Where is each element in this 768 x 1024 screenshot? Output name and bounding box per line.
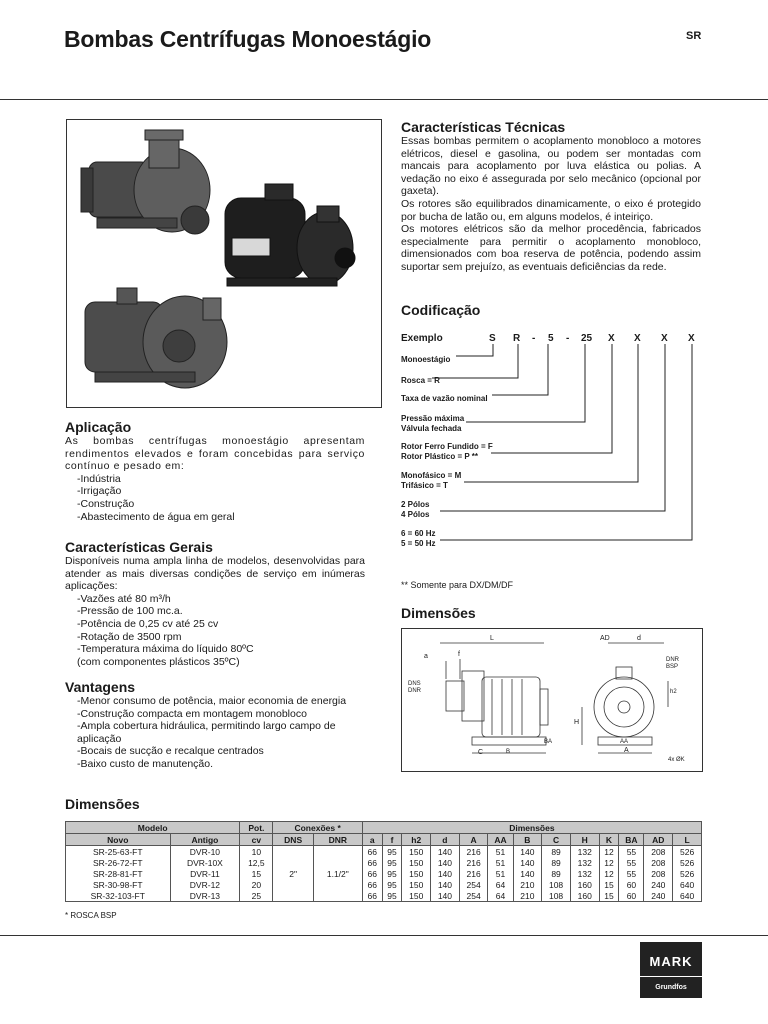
table-cell: 150 <box>402 857 431 868</box>
table-cell: 64 <box>488 890 513 902</box>
header-dimensoes: Dimensões <box>362 822 701 834</box>
table-cell: 55 <box>619 846 644 858</box>
dim-label-dnr-bsp-1: DNR <box>666 657 679 663</box>
logo-sub: Grundfos <box>655 984 687 991</box>
table-cell: 240 <box>644 879 673 890</box>
table-cell: 160 <box>570 879 599 890</box>
table-cell: 51 <box>488 857 513 868</box>
table-cell: 89 <box>542 868 571 879</box>
vantagens-list <box>65 695 365 771</box>
table-cell: 95 <box>382 857 402 868</box>
table-cell: 640 <box>673 890 702 902</box>
list-item: - Construção <box>65 498 365 511</box>
code-char-r: R <box>513 333 521 344</box>
column-header: DNR <box>313 834 362 846</box>
dim-label-AD: AD <box>600 635 610 642</box>
code-char-x4: X <box>688 333 695 344</box>
table-cell: 1.1/2" <box>313 846 362 902</box>
code-label-polos <box>401 500 429 519</box>
dim-label-H: H <box>574 719 580 726</box>
list-item: - Menor consumo de potência, maior economia de energia <box>65 695 365 708</box>
aplicacao-list <box>65 473 365 523</box>
table-body <box>66 846 702 902</box>
column-header: BA <box>619 834 644 846</box>
page-title: Bombas Centrífugas Monoestágio <box>64 26 432 52</box>
table-cell: DVR-10 <box>170 846 240 858</box>
table-cell: 66 <box>362 879 382 890</box>
table-cell: 108 <box>542 890 571 902</box>
table-cell: 12 <box>599 857 619 868</box>
tecnicas-p1: Essas bombas permitem o acoplamento monobloco a motores elétricos, diesel e gasolina, ou podem ser montadas com mancais para acoplamento por luva elástica ou polias. A vedação no eixo é assegurada por selo mecânico (opcional por gaxeta). <box>401 135 701 198</box>
table-cell: 95 <box>382 846 402 858</box>
column-header: DNS <box>273 834 313 846</box>
table-cell: 15 <box>599 890 619 902</box>
dim-label-dns: DNS <box>408 681 421 687</box>
code-char-s: S <box>489 333 496 344</box>
table-cell: 60 <box>619 890 644 902</box>
table-cell: SR-32-103-FT <box>66 890 171 902</box>
pumps-illustration <box>67 120 381 407</box>
code-label-polos-1: 2 Pólos <box>401 500 430 509</box>
table-cell: 208 <box>644 868 673 879</box>
aplicacao-title: Aplicação <box>65 419 132 435</box>
table-cell: 526 <box>673 846 702 858</box>
table-cell: DVR-11 <box>170 868 240 879</box>
gerais-text: Disponíveis numa ampla linha de modelos, desenvolvidas para atender as mais diversas condições de serviço em inúmeras aplicações: <box>65 555 365 593</box>
dim-label-a: a <box>424 653 428 660</box>
header-conexoes: Conexões * <box>273 822 362 834</box>
table-cell: 51 <box>488 868 513 879</box>
dim-label-dnr: DNR <box>408 688 421 694</box>
table-cell: DVR-13 <box>170 890 240 902</box>
table-cell: SR-28-81-FT <box>66 868 171 879</box>
table-cell: 216 <box>459 846 488 858</box>
table-note: * ROSCA BSP <box>65 911 117 920</box>
table-cell: 55 <box>619 857 644 868</box>
table-row <box>66 846 702 858</box>
gerais-note: (com componentes plásticos 35ºC) <box>77 655 240 668</box>
list-item: - Irrigação <box>65 485 365 498</box>
dim-label-K: 4x ØK <box>668 757 685 763</box>
code-label-freq-1: 6 = 60 Hz <box>401 529 436 538</box>
table-cell: 208 <box>644 857 673 868</box>
code-label-fase-2: Trifásico = T <box>401 480 448 490</box>
header-divider <box>0 99 768 100</box>
table-header-row-columns <box>66 834 702 846</box>
list-item: - Bocais de sucção e recalque centrados <box>65 745 365 758</box>
dimensoes-fig-title: Dimensões <box>401 605 476 621</box>
column-header: B <box>513 834 542 846</box>
table-cell: 140 <box>513 868 542 879</box>
table-cell: 140 <box>431 846 460 858</box>
code-label-monoestagio: Monoestágio <box>401 355 451 364</box>
code-label-pressao <box>401 414 464 433</box>
table-cell: 51 <box>488 846 513 858</box>
table-cell: 208 <box>644 846 673 858</box>
table-cell: SR-26-72-FT <box>66 857 171 868</box>
table-cell: 66 <box>362 857 382 868</box>
tecnicas-p3: Os motores elétricos são da melhor procedência, fabricados especialmente para permitir o acoplamento monobloco, dimensionados com boa reserva de potência, podendo assim suportar sem prejuízo, as eventuais deficiências da rede. <box>401 223 701 273</box>
tecnicas-p2: Os rotores são equilibrados dinamicamente, o eixo é protegido por bucha de latão ou, em alguns modelos, é inteiriço. <box>401 197 701 223</box>
table-cell: 20 <box>240 879 273 890</box>
aplicacao-text: As bombas centrífugas monoestágio apresentam rendimentos elevados e foram concebidas para serviço contínuo e pesado em: <box>65 435 365 473</box>
column-header: AD <box>644 834 673 846</box>
table-cell: 12,5 <box>240 857 273 868</box>
list-item: - Baixo custo de manutenção. <box>65 758 365 771</box>
table-cell: 15 <box>240 868 273 879</box>
table-cell: 150 <box>402 890 431 902</box>
list-item: - Temperatura máxima do líquido 80ºC <box>65 643 365 656</box>
table-cell: 140 <box>431 868 460 879</box>
table-row <box>66 868 702 879</box>
codificacao-title: Codificação <box>401 302 481 318</box>
code-label-fase-1: Monofásico = M <box>401 471 462 480</box>
table-cell: 150 <box>402 846 431 858</box>
column-header: K <box>599 834 619 846</box>
table-cell: 210 <box>513 890 542 902</box>
code-char-x1: X <box>608 333 615 344</box>
table-cell: 132 <box>570 846 599 858</box>
table-cell: 25 <box>240 890 273 902</box>
column-header: L <box>673 834 702 846</box>
section-aplicacao <box>65 419 365 523</box>
list-item: - Pressão de 100 mc.a. <box>65 605 365 618</box>
table-cell: 140 <box>431 890 460 902</box>
dim-label-f: f <box>458 651 460 658</box>
table-cell: 160 <box>570 890 599 902</box>
code-label-rotor-2: Rotor Plástico = P ** <box>401 451 478 461</box>
table-row <box>66 879 702 890</box>
table-cell: 10 <box>240 846 273 858</box>
vantagens-title: Vantagens <box>65 679 136 695</box>
section-vantagens <box>65 679 365 771</box>
table-cell: 140 <box>431 879 460 890</box>
column-header: A <box>459 834 488 846</box>
logo-divider <box>640 976 702 977</box>
gerais-list <box>65 593 365 656</box>
tecnicas-title: Características Técnicas <box>401 119 566 135</box>
table-cell: 140 <box>513 846 542 858</box>
footer-divider <box>0 935 768 936</box>
column-header: C <box>542 834 571 846</box>
table-cell: 132 <box>570 868 599 879</box>
table-cell: 2" <box>273 846 313 902</box>
table-cell: 150 <box>402 879 431 890</box>
product-photo <box>66 119 382 408</box>
codificacao-note: ** Somente para DX/DM/DF <box>401 580 514 590</box>
table-cell: DVR-10X <box>170 857 240 868</box>
column-header: f <box>382 834 402 846</box>
table-cell: 210 <box>513 879 542 890</box>
table-cell: 60 <box>619 879 644 890</box>
dimensoes-table-title: Dimensões <box>65 796 140 812</box>
table-cell: 66 <box>362 846 382 858</box>
table-cell: 95 <box>382 868 402 879</box>
dim-label-C: C <box>478 749 484 756</box>
dimension-drawing-svg <box>402 629 702 771</box>
header-pot: Pot. <box>240 822 273 834</box>
code-label-freq-2: 5 = 50 Hz <box>401 538 436 548</box>
code-label-rotor <box>401 442 493 461</box>
list-item: - Vazões até 80 m³/h <box>65 593 365 606</box>
table-cell: 66 <box>362 868 382 879</box>
code-char-5: 5 <box>548 333 554 344</box>
code-label-freq <box>401 529 435 548</box>
table-cell: 216 <box>459 868 488 879</box>
mark-grundfos-logo <box>640 942 702 998</box>
column-header: a <box>362 834 382 846</box>
table-cell: 15 <box>599 879 619 890</box>
dim-label-B: B <box>506 749 511 755</box>
table-cell: 640 <box>673 879 702 890</box>
code-char-x2: X <box>634 333 641 344</box>
code-label-fase <box>401 471 461 490</box>
dim-label-A: A <box>624 747 629 754</box>
list-item: - Construção compacta em montagem monobloco <box>65 708 365 721</box>
table-cell: 89 <box>542 846 571 858</box>
code-char-dash1: - <box>532 333 536 344</box>
code-char-dash2: - <box>566 333 570 344</box>
table-cell: 64 <box>488 879 513 890</box>
table-cell: 140 <box>513 857 542 868</box>
code-char-25: 25 <box>581 333 593 344</box>
dim-label-AA: AA <box>620 739 629 745</box>
dim-label-L: L <box>490 635 494 642</box>
table-row <box>66 857 702 868</box>
table-cell: 140 <box>431 857 460 868</box>
gerais-title: Características Gerais <box>65 539 213 555</box>
code-label-vazao: Taxa de vazão nominal <box>401 394 488 403</box>
table-row <box>66 890 702 902</box>
code-label-pressao-2: Válvula fechada <box>401 423 462 433</box>
table-cell: 132 <box>570 857 599 868</box>
table-cell: DVR-12 <box>170 879 240 890</box>
table-cell: 12 <box>599 868 619 879</box>
table-cell: SR-25-63-FT <box>66 846 171 858</box>
section-gerais <box>65 539 365 668</box>
table-cell: 526 <box>673 857 702 868</box>
table-cell: 254 <box>459 890 488 902</box>
dim-label-BA: BA <box>544 739 553 745</box>
table-cell: 240 <box>644 890 673 902</box>
header-modelo: Modelo <box>66 822 240 834</box>
table-cell: 254 <box>459 879 488 890</box>
column-header: cv <box>240 834 273 846</box>
logo-brand: MARK <box>649 954 693 969</box>
table-cell: 95 <box>382 879 402 890</box>
table-cell: SR-30-98-FT <box>66 879 171 890</box>
column-header: h2 <box>402 834 431 846</box>
dim-label-dnr-bsp-2: BSP <box>666 664 679 670</box>
dimensions-table <box>65 821 702 902</box>
column-header: AA <box>488 834 513 846</box>
code-label-rotor-1: Rotor Ferro Fundido = F <box>401 442 493 451</box>
list-item: - Indústria <box>65 473 365 486</box>
table-cell: 66 <box>362 890 382 902</box>
code-label-rosca: Rosca = R <box>401 376 440 385</box>
dimension-drawing <box>401 628 703 772</box>
column-header: Novo <box>66 834 171 846</box>
table-cell: 150 <box>402 868 431 879</box>
column-header: Antigo <box>170 834 240 846</box>
dim-label-dns-dnr <box>408 681 421 695</box>
section-tecnicas <box>401 119 701 274</box>
table-cell: 526 <box>673 868 702 879</box>
list-item: - Potência de 0,25 cv até 25 cv <box>65 618 365 631</box>
code-label-polos-2: 4 Pólos <box>401 509 430 519</box>
code-char-x3: X <box>661 333 668 344</box>
column-header: d <box>431 834 460 846</box>
table-cell: 108 <box>542 879 571 890</box>
table-cell: 89 <box>542 857 571 868</box>
list-item: - Ampla cobertura hidráulica, permitindo largo campo de aplicação <box>65 720 347 745</box>
dim-label-dnr-bsp <box>666 657 679 671</box>
table-header-row-groups <box>66 822 702 834</box>
table-cell: 12 <box>599 846 619 858</box>
list-item: - Rotação de 3500 rpm <box>65 631 365 644</box>
code-label-pressao-1: Pressão máxima <box>401 414 465 423</box>
table-cell: 216 <box>459 857 488 868</box>
list-item: - Abastecimento de água em geral <box>65 511 365 524</box>
table-cell: 55 <box>619 868 644 879</box>
dim-label-d: d <box>637 635 641 642</box>
codificacao-example-label: Exemplo <box>401 333 443 344</box>
table-cell: 95 <box>382 890 402 902</box>
series-code: SR <box>686 30 702 42</box>
column-header: H <box>570 834 599 846</box>
dim-label-h2: h2 <box>670 689 677 695</box>
